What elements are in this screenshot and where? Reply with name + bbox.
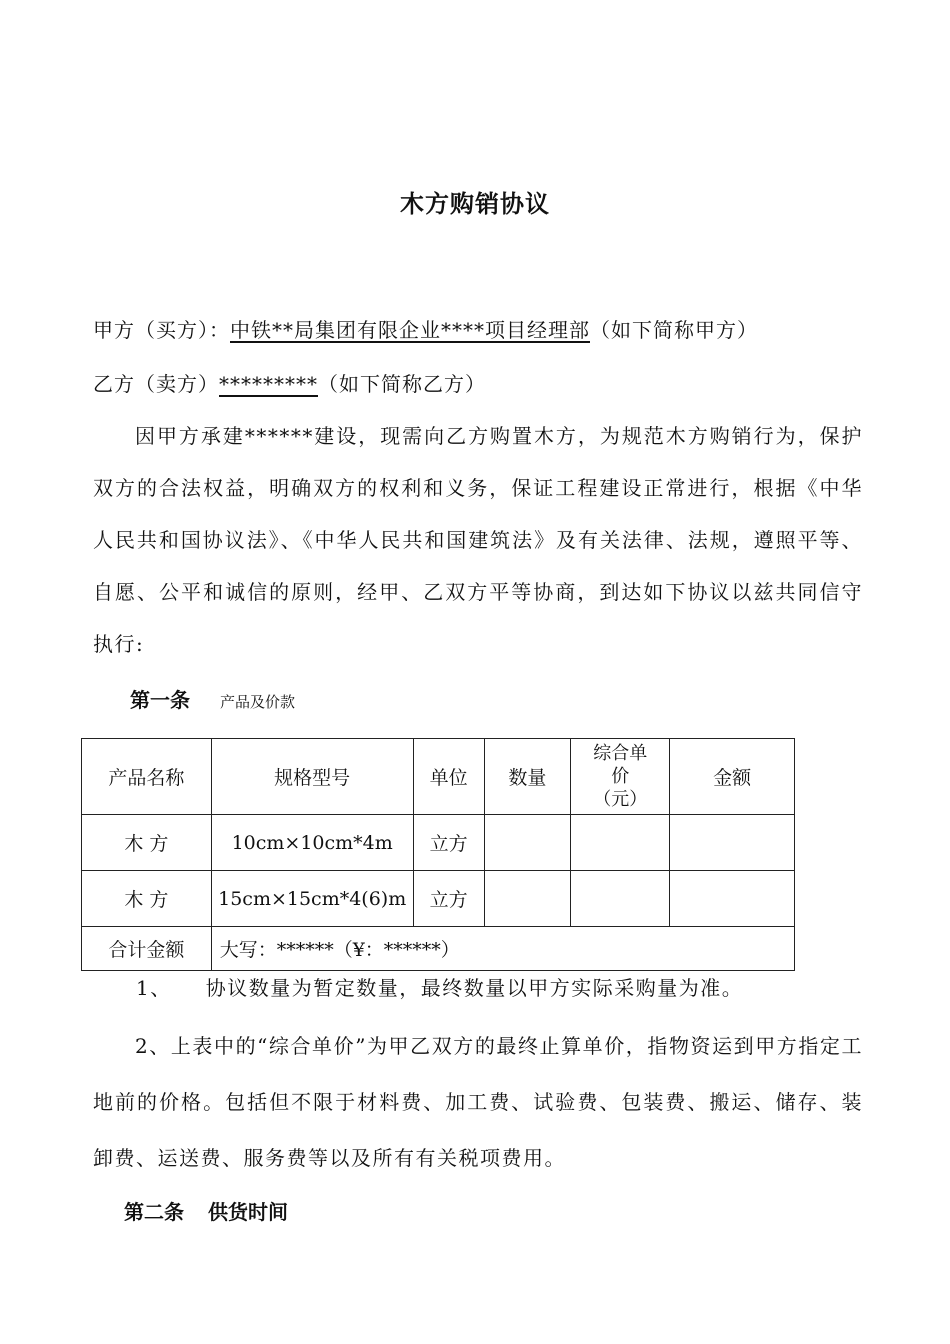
row2-spec: 15cm×15cm*4(6)m — [211, 871, 413, 927]
intro-paragraph — [93, 410, 863, 670]
header-unit: 单位 — [413, 739, 484, 815]
header-amount: 金额 — [670, 739, 795, 815]
party-a-name: 中铁**局集团有限企业****项目经理部 — [230, 318, 590, 342]
article1-heading-line — [130, 684, 295, 713]
party-b-line — [93, 368, 486, 397]
table-row — [82, 815, 795, 871]
note-1-text: 协议数量为暂定数量，最终数量以甲方实际采购量为准。 — [205, 976, 744, 1000]
row2-qty — [484, 871, 571, 927]
header-unit-price — [571, 739, 670, 815]
total-label: 合计金额 — [82, 927, 212, 971]
note-2-text: 2、上表中的“综合单价”为甲乙双方的最终止算单价，指物资运到甲方指定工地前的价格。包括但不限于材料费、加工费、试验费、包装费、搬运、储存、装卸费、运送费、服务费等以及所有有关税项费用。 — [93, 1034, 863, 1170]
row2-unit: 立方 — [413, 871, 484, 927]
article1-heading: 第一条 — [130, 688, 190, 712]
party-a-line — [93, 314, 758, 343]
intro-text: 因甲方承建******建设，现需向乙方购置木方，为规范木方购销行为，保护双方的合法权益，明确双方的权利和义务，保证工程建设正常进行，根据《中华人民共和国协议法》、《中华人民共和国建筑法》及有关法律、法规，遵照平等、自愿、公平和诚信的原则，经甲、乙双方平等协商，到达如下协议以兹共同信守执行: — [93, 424, 863, 656]
row2-amount — [670, 871, 795, 927]
party-a-suffix: （如下简称甲方） — [590, 318, 758, 342]
table-row — [82, 871, 795, 927]
header-unit-price-label: 综合单价 — [593, 743, 648, 787]
article2-heading-line — [124, 1196, 288, 1225]
row1-amount — [670, 815, 795, 871]
party-a-label: 甲方（买方）： — [93, 318, 230, 342]
header-spec: 规格型号 — [211, 739, 413, 815]
article2-heading: 第二条 — [124, 1200, 184, 1224]
note-1-number: 1、 — [136, 976, 172, 1000]
row2-price — [571, 871, 670, 927]
article1-subtitle: 产品及价款 — [220, 693, 296, 711]
party-b-suffix: （如下简称乙方） — [318, 372, 486, 396]
row1-name: 木 方 — [82, 815, 212, 871]
party-b-label: 乙方（卖方） — [93, 372, 219, 396]
row1-qty — [484, 815, 571, 871]
goods-table — [81, 738, 795, 971]
party-b-name: ********* — [219, 372, 318, 396]
total-value: 大写：******（¥：******） — [211, 927, 794, 971]
table-total-row — [82, 927, 795, 971]
table-header-row — [82, 739, 795, 815]
article2-subtitle: 供货时间 — [208, 1200, 288, 1224]
header-product-name: 产品名称 — [82, 739, 212, 815]
note-1 — [136, 972, 743, 1001]
row1-price — [571, 815, 670, 871]
row1-unit: 立方 — [413, 815, 484, 871]
header-unit-price-unit: （元） — [593, 789, 648, 810]
header-qty: 数量 — [484, 739, 571, 815]
row2-name: 木 方 — [82, 871, 212, 927]
note-2-paragraph — [93, 1018, 863, 1186]
row1-spec: 10cm×10cm*4m — [211, 815, 413, 871]
document-title: 木方购销协议 — [400, 190, 550, 218]
